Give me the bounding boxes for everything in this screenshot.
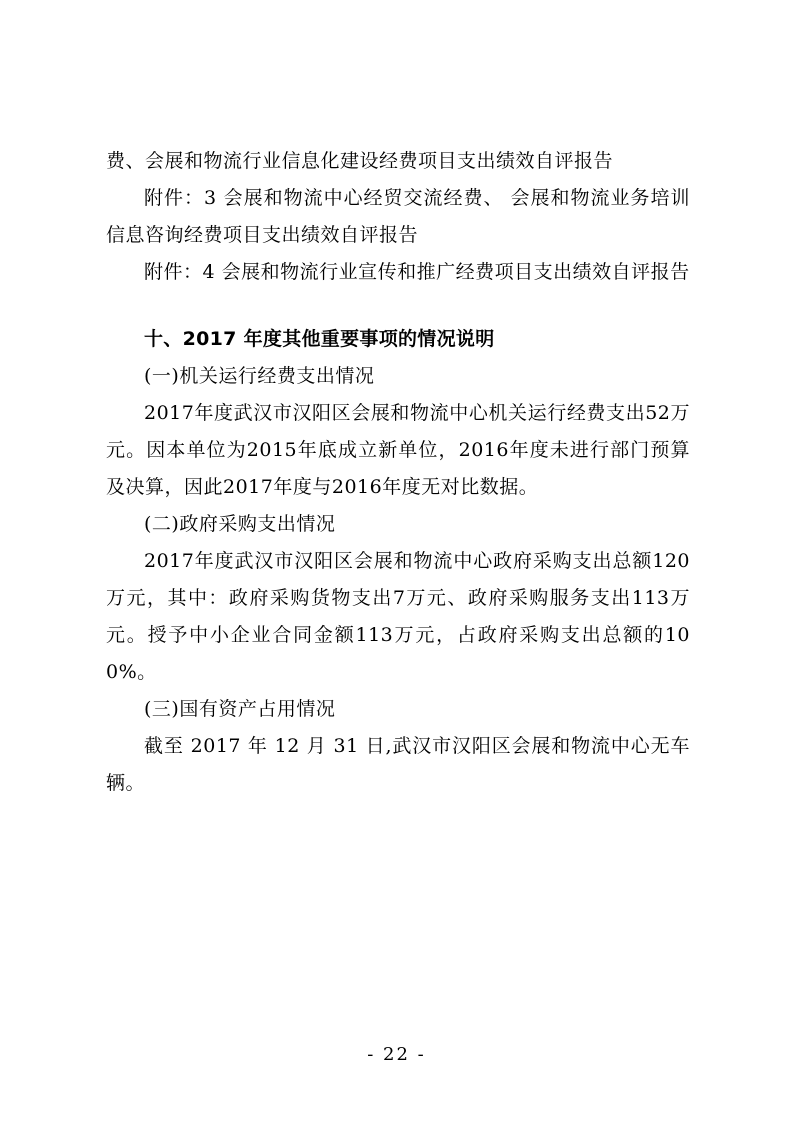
state-assets-paragraph: 截至 2017 年 12 月 31 日,武汉市汉阳区会展和物流中心无车辆。	[106, 735, 690, 794]
document-body	[106, 143, 690, 802]
admin-expenses-paragraph: 2017年度武汉市汉阳区会展和物流中心机关运行经费支出52万元。因本单位为2015年底成立新单位，2016年度未进行部门预算及决算，因此2017年度与2016年度无对比数据。	[106, 402, 690, 498]
subheading-admin-expenses: (一)机关运行经费支出情况	[144, 365, 375, 387]
attachment-3-paragraph: 附件：3 会展和物流中心经贸交流经费、 会展和物流业务培训信息咨询经费项目支出绩效自评报告	[106, 187, 690, 246]
section-heading: 十、2017 年度其他重要事项的情况说明	[144, 328, 495, 350]
continuation-paragraph: 费、会展和物流行业信息化建设经费项目支出绩效自评报告	[106, 150, 614, 172]
page-number: - 22 -	[367, 1044, 426, 1065]
subheading-procurement: (二)政府采购支出情况	[144, 513, 336, 535]
subheading-state-assets: (三)国有资产占用情况	[144, 698, 336, 720]
procurement-paragraph: 2017年度武汉市汉阳区会展和物流中心政府采购支出总额120万元，其中：政府采购货物支出7万元、政府采购服务支出113万元。授予中小企业合同金额113万元，占政府采购支出总额的100%。	[106, 550, 690, 683]
attachment-4-paragraph: 附件：4 会展和物流行业宣传和推广经费项目支出绩效自评报告	[144, 261, 690, 283]
